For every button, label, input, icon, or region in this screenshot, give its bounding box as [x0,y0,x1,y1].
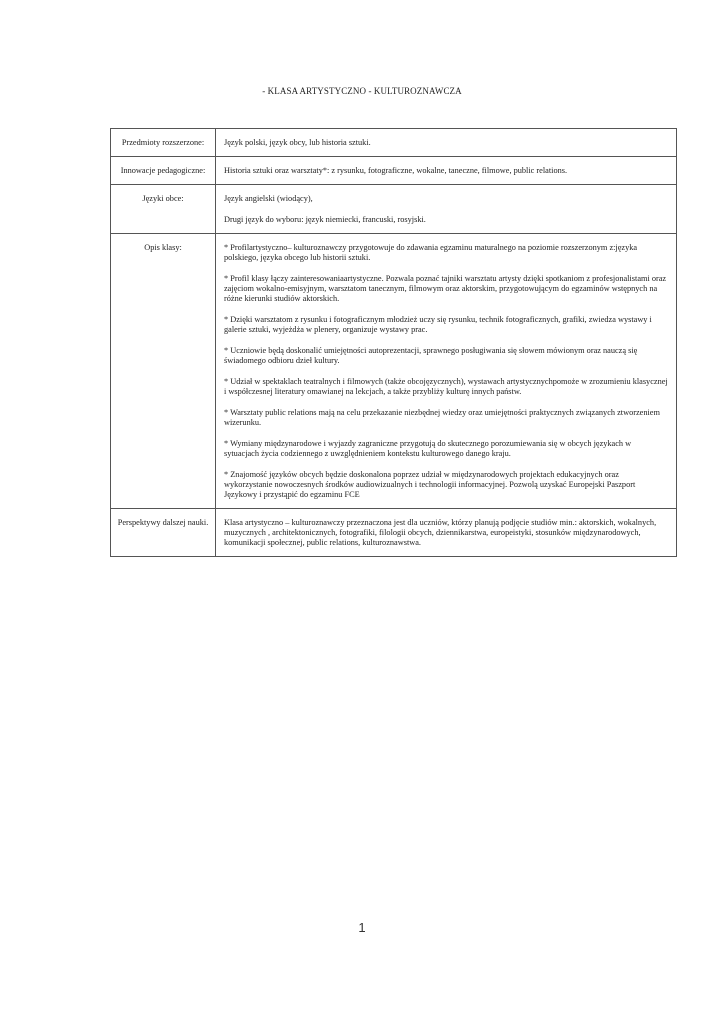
row-content [216,185,677,234]
content-paragraph: * Warsztaty public relations mają na celu przekazanie niezbędnej wiedzy oraz umiejętności praktycznych związanych ztworzeniem wizerunku. [224,408,660,427]
content-paragraph: Historia sztuki oraz warsztaty*: z rysunku, fotograficzne, wokalne, taneczne, filmowe, public relations. [224,166,568,175]
table-row-subjects [111,129,677,157]
row-content [216,157,677,185]
table-row-perspectives [111,509,677,557]
table-row-languages [111,185,677,234]
row-label: Perspektywy dalszej nauki. [111,509,216,557]
content-paragraph: * Dzięki warsztatom z rysunku i fotograficznym młodzież uczy się rysunku, technik fotograficznych, grafiki, zwiedza wystawy i galerie sztuki, wyjeżdża w plenery, organizuje wystawy prac. [224,315,652,334]
row-content [216,509,677,557]
content-paragraph: Klasa artystyczno – kulturoznawczy przeznaczona jest dla uczniów, którzy planują podjęcie studiów min.: aktorskich, wokalnych, muzycznych , architektonicznych, fotografiki, filologii obcych, dziennikarstwa, europeistyki, stosunków międzynarodowych, komunikacji społecznej, public relations, kulturoznawstwa. [224,518,657,547]
table-row-description [111,234,677,509]
table-row-innovations [111,157,677,185]
content-paragraph: Drugi język do wyboru: język niemiecki, francuski, rosyjski. [224,215,426,224]
content-paragraph: * Wymiany międzynarodowe i wyjazdy zagraniczne przygotują do skutecznego porozumiewania się w obcych językach w sytuacjach życia codziennego z uwzględnieniem kontekstu kulturowego danego kraju. [224,439,632,458]
content-paragraph: Język polski, język obcy, lub historia sztuki. [224,138,371,147]
row-content [216,234,677,509]
row-label: Języki obce: [111,185,216,234]
content-paragraph: * Profil klasy łączy zainteresowaniaartystyczne. Pozwala poznać tajniki warsztatu artysty dzięki spotkaniom z profesjonalistami oraz zajęciom wokalno-emisyjnym, warsztatom tanecznym, filmowym oraz aktorskim, przygotowującym do egzaminów wstępnych na różne kierunki studiów aktorskich. [224,274,667,303]
page-number: 1 [358,920,366,935]
class-info-table [110,128,677,557]
row-label: Innowacje pedagogiczne: [111,157,216,185]
row-label: Opis klasy: [111,234,216,509]
page-title: - KLASA ARTYSTYCZNO - KULTUROZNAWCZA [262,86,462,96]
content-paragraph: * Profilartystyczno– kulturoznawczy przygotowuje do zdawania egzaminu maturalnego na poziomie rozszerzonym z:języka polskiego, języka obcego lub historii sztuki. [224,243,638,262]
content-paragraph: Język angielski (wiodący), [224,194,313,203]
row-label: Przedmioty rozszerzone: [111,129,216,157]
content-paragraph: * Znajomość języków obcych będzie doskonalona poprzez udział w międzynarodowych projektach edukacyjnych oraz wykorzystanie nowoczesnych środków audiowizualnych i technologii informacyjnej. Pozwolą uzyskać Europejski Paszport Językowy i przystąpić do egzaminu FCE [224,470,636,499]
content-paragraph: * Uczniowie będą doskonalić umiejętności autoprezentacji, sprawnego posługiwania się słowem mówionym oraz nauczą się świadomego odbioru dzieł kultury. [224,346,638,365]
row-content [216,129,677,157]
content-paragraph: * Udział w spektaklach teatralnych i filmowych (także obcojęzycznych), wystawach artystycznychpomoże w zrozumieniu klasycznej i współczesnej literatury omawianej na lekcjach, a także przybliży kulturę innych państw. [224,377,668,396]
